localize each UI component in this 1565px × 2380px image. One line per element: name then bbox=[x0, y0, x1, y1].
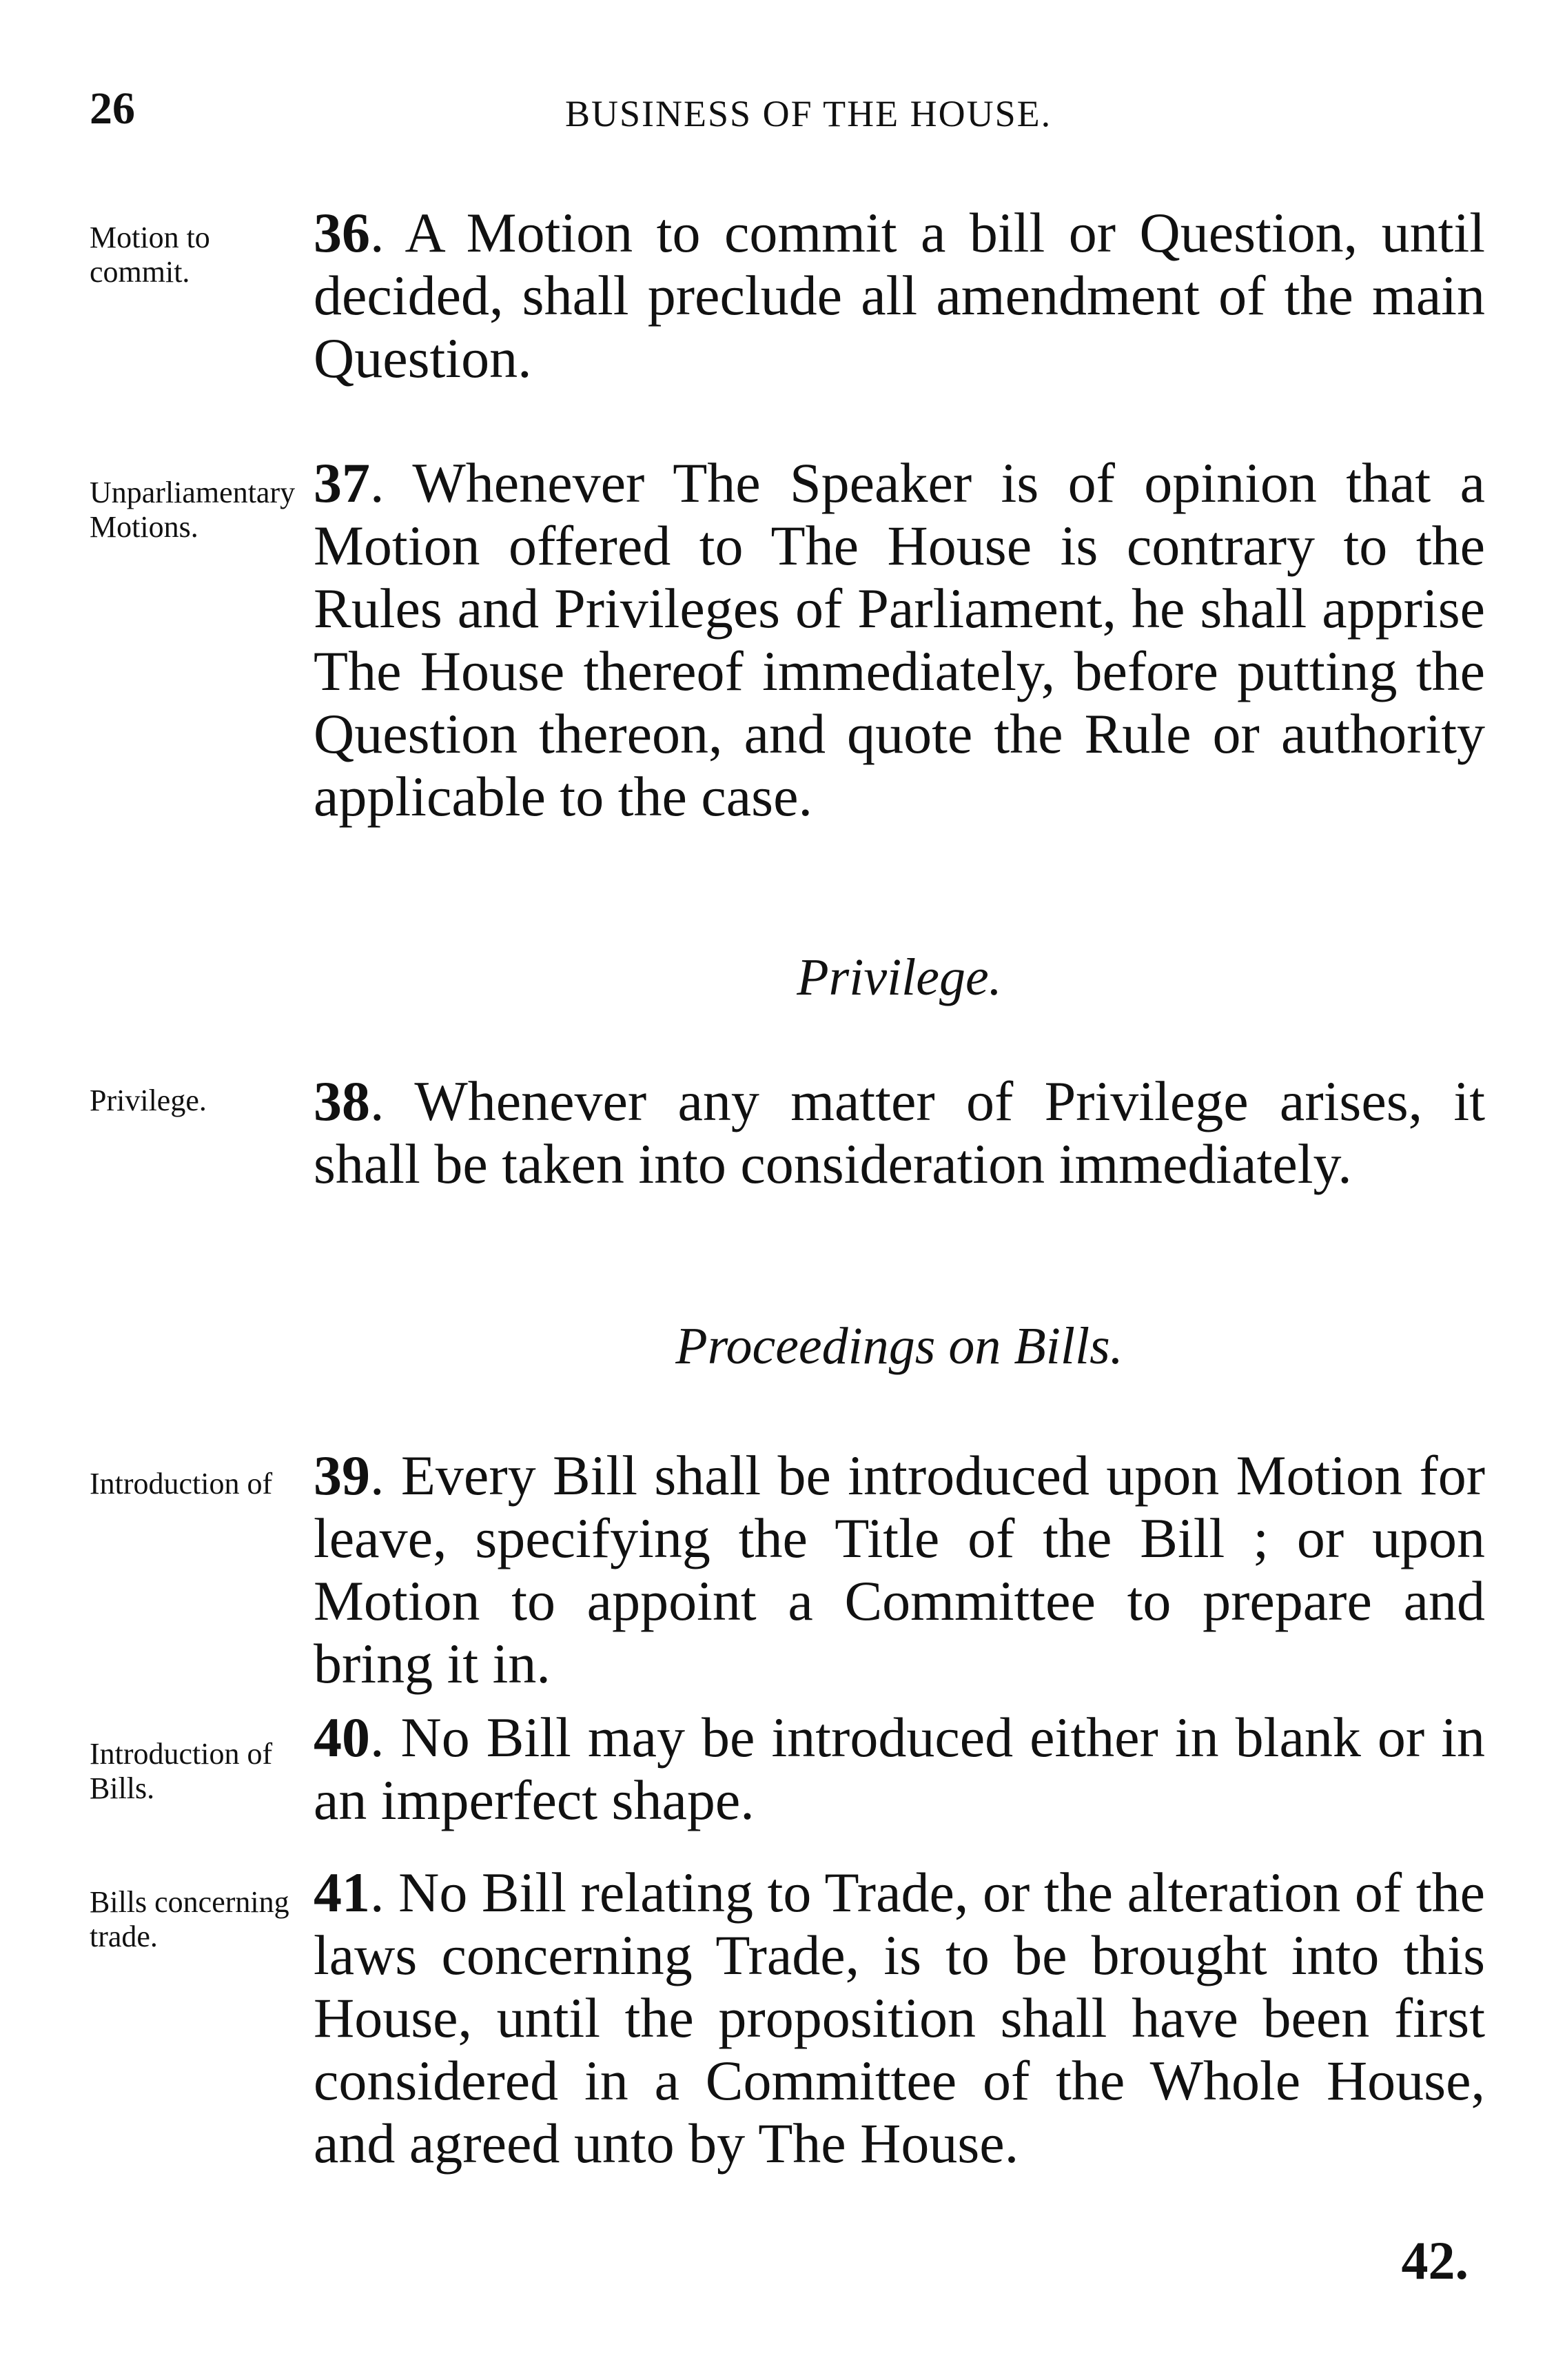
rule-number: 39 bbox=[314, 1444, 370, 1507]
margin-note-38: Privilege. bbox=[90, 1084, 207, 1117]
section-heading-proceedings: Proceedings on Bills. bbox=[675, 1317, 1123, 1375]
page-header bbox=[90, 83, 1489, 159]
rule-36: 36. A Motion to commit a bill or Question, until decided, shall preclude all amendment of the main Question. bbox=[314, 201, 1485, 389]
catchword: 42. bbox=[1401, 2230, 1469, 2290]
rule-37: 37. Whenever The Speaker is of opinion that a Motion offered to The House is contrary to the Rules and Privileges of Parliament, he shall apprise The House thereof immediately, before putting the Question thereon, and quote the Rule or authority applicable to the case. bbox=[314, 451, 1485, 828]
rule-38: 38. Whenever any matter of Privilege arises, it shall be taken into consideration immediately. bbox=[314, 1070, 1485, 1195]
rule-number: 40 bbox=[314, 1706, 370, 1769]
margin-note-41: Bills concerning trade. bbox=[90, 1885, 289, 1953]
rule-text: Whenever The Speaker is of opinion that a Motion offered to The House is contrary to the Rules and Privileges of Parliament, he shall apprise The House thereof immediately, before putting the Question thereon, and quote the Rule or authority applicable to the case. bbox=[314, 451, 1485, 828]
page-number: 26 bbox=[90, 83, 135, 134]
rule-number: 41 bbox=[314, 1861, 370, 1924]
margin-note-37: Unparliamentary Motions. bbox=[90, 476, 296, 544]
margin-note-39: Introduction of bbox=[90, 1467, 273, 1501]
rule-text: Whenever any matter of Privilege arises, it shall be taken into consideration immediately. bbox=[314, 1070, 1485, 1195]
rule-text: No Bill may be introduced either in blank or in an imperfect shape. bbox=[314, 1706, 1485, 1831]
section-heading-privilege: Privilege. bbox=[797, 948, 1002, 1006]
rule-39: 39. Every Bill shall be introduced upon Motion for leave, specifying the Title of the Bill ; or upon Motion to appoint a Committee to prepare and bring it in. bbox=[314, 1444, 1486, 1695]
rule-text: A Motion to commit a bill or Question, until decided, shall preclude all amendment of the main Question. bbox=[314, 201, 1485, 389]
rule-number: 38 bbox=[314, 1070, 370, 1132]
rule-number: 36 bbox=[314, 201, 370, 264]
rule-41: 41. No Bill relating to Trade, or the alteration of the laws concerning Trade, is to be brought into this House, until the proposition shall have been first considered in a Committee of the Whole House, and agreed unto by The House. bbox=[314, 1861, 1485, 2175]
running-head: BUSINESS OF THE HOUSE. bbox=[565, 93, 1052, 134]
rule-number: 37 bbox=[314, 451, 370, 514]
margin-note-36: Motion to commit. bbox=[90, 221, 210, 289]
margin-note-40: Introduction of Bills. bbox=[90, 1737, 273, 1805]
rule-text: Every Bill shall be introduced upon Motion for leave, specifying the Title of the Bill ; or upon Motion to appoint a Committee to prepare and bring it in. bbox=[314, 1444, 1486, 1695]
rule-text: No Bill relating to Trade, or the alteration of the laws concerning Trade, is to be brought into this House, until the proposition shall have been first considered in a Committee of the Whole House, and agreed unto by The House. bbox=[314, 1861, 1485, 2175]
rule-40: 40. No Bill may be introduced either in blank or in an imperfect shape. bbox=[314, 1706, 1485, 1831]
